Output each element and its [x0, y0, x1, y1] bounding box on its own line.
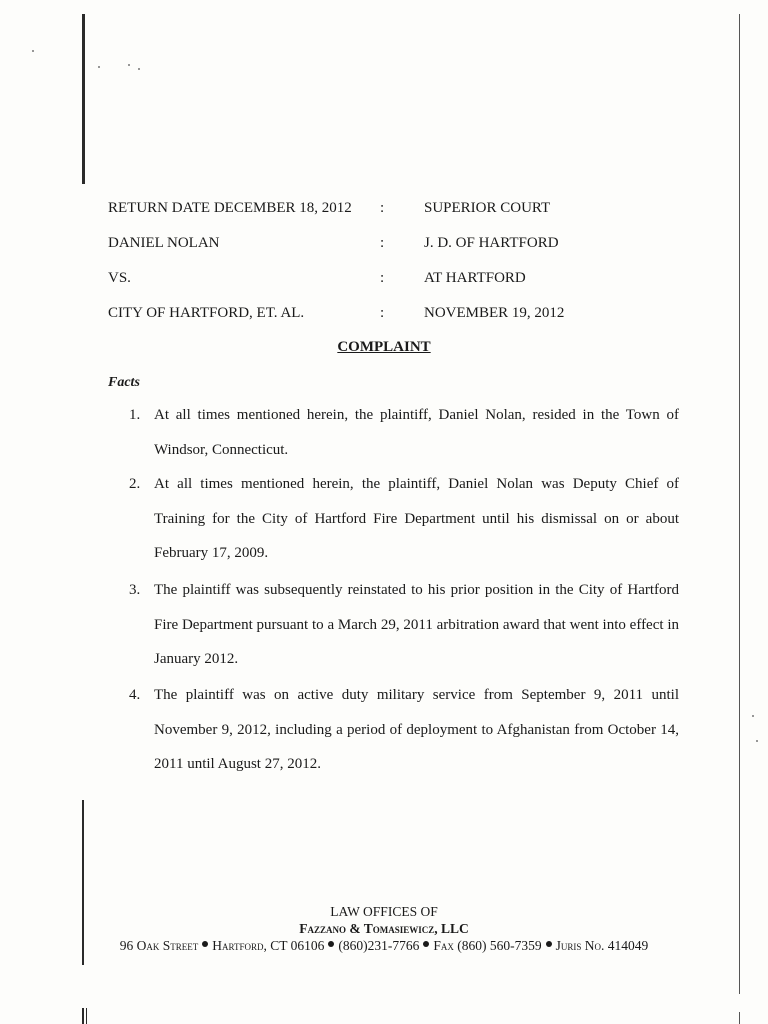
- caption-right: SUPERIOR COURT: [424, 200, 551, 216]
- caption-colon: :: [380, 200, 385, 216]
- paragraph-number: 2.: [129, 476, 141, 492]
- caption-left: RETURN DATE DECEMBER 18, 2012: [108, 200, 352, 216]
- right-margin-scan-line: [739, 14, 740, 994]
- paragraph-item: [129, 467, 679, 571]
- caption-row: [108, 268, 628, 288]
- caption-right: AT HARTFORD: [424, 270, 526, 286]
- footer-juris: Juris No. 414049: [555, 938, 649, 953]
- paragraph-text: At all times mentioned herein, the plaintiff, Daniel Nolan was Deputy Chief of Training for the City of Hartford Fire Department until his dismissal on or about February 17, 2009.: [154, 476, 679, 561]
- right-margin-scan-line: [739, 1012, 740, 1024]
- caption-colon: :: [380, 270, 385, 286]
- scan-speck: [138, 68, 140, 70]
- scan-speck: [98, 66, 100, 68]
- paragraph-number: 1.: [129, 407, 141, 423]
- footer-phone: (860)231-7766: [338, 938, 420, 953]
- left-margin-scan-line: [86, 1008, 87, 1024]
- caption-row: [108, 303, 628, 323]
- paragraph-number: 3.: [129, 582, 141, 598]
- bullet-icon: [546, 941, 552, 947]
- paragraph-item: [129, 398, 679, 468]
- paragraph-text: The plaintiff was subsequently reinstated to his prior position in the City of Hartford Fire Department pursuant to a March 29, 2011 arbitration award that went into effect in January 2012.: [154, 582, 679, 667]
- caption-colon: :: [380, 305, 385, 321]
- caption-left: CITY OF HARTFORD, ET. AL.: [108, 305, 305, 321]
- document-title: COMPLAINT: [337, 339, 431, 355]
- caption-right: J. D. OF HARTFORD: [424, 235, 559, 251]
- section-heading-facts: Facts: [108, 375, 140, 390]
- caption-left: VS.: [108, 270, 131, 286]
- bullet-icon: [328, 941, 334, 947]
- letterhead-footer: [0, 903, 768, 954]
- paragraph-text: The plaintiff was on active duty military service from September 9, 2011 until November 9, 2012, including a period of deployment to Afghanistan from October 14, 2011 until August 27, 2012.: [154, 687, 679, 772]
- caption-row: [108, 233, 628, 253]
- caption-right: NOVEMBER 19, 2012: [424, 305, 565, 321]
- scan-speck: [128, 64, 130, 66]
- scan-speck: [32, 50, 34, 52]
- left-margin-scan-line: [84, 14, 85, 184]
- paragraph-number: 4.: [129, 687, 141, 703]
- caption-row: [108, 198, 628, 218]
- footer-city: Hartford, CT 06106: [212, 938, 325, 953]
- scan-speck: [752, 715, 754, 717]
- caption-colon: :: [380, 235, 385, 251]
- paragraph-text: At all times mentioned herein, the plaintiff, Daniel Nolan, resided in the Town of Windsor, Connecticut.: [154, 407, 679, 458]
- paragraph-item: [129, 573, 679, 677]
- bullet-icon: [202, 941, 208, 947]
- footer-address-line: [0, 937, 768, 954]
- footer-law-offices: LAW OFFICES OF: [330, 904, 438, 919]
- left-margin-scan-line: [82, 1008, 84, 1024]
- paragraph-item: [129, 678, 679, 782]
- caption-left: DANIEL NOLAN: [108, 235, 220, 251]
- footer-firm-name: Fazzano & Tomasiewicz, LLC: [299, 921, 469, 936]
- scan-speck: [756, 740, 758, 742]
- bullet-icon: [423, 941, 429, 947]
- footer-fax: Fax (860) 560-7359: [433, 938, 542, 953]
- footer-street: 96 Oak Street: [119, 938, 199, 953]
